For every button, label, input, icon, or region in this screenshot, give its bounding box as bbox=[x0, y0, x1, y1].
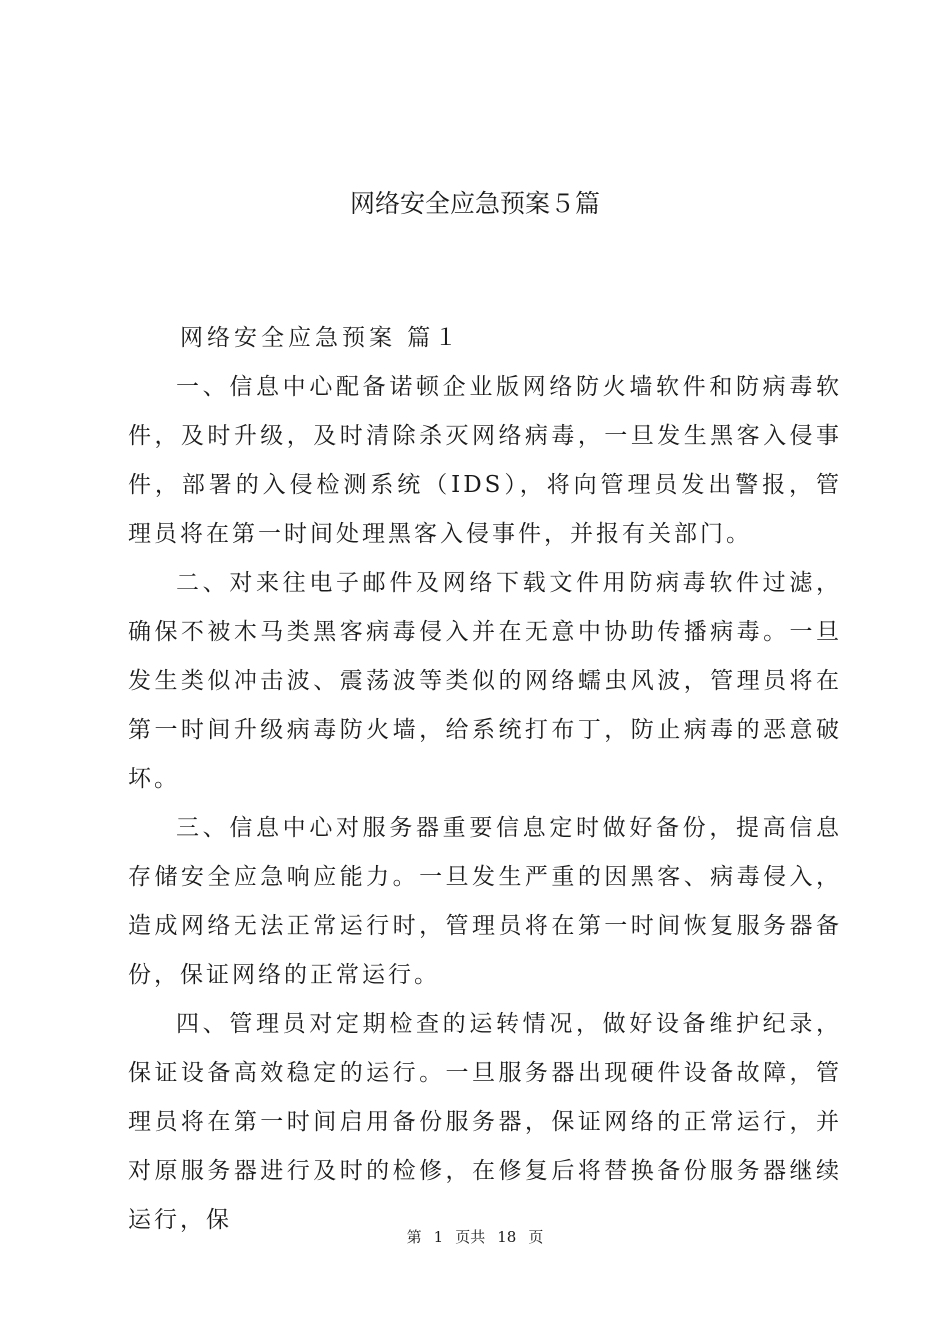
footer-total-pages: 18 bbox=[497, 1228, 517, 1246]
footer-page-number: 1 bbox=[433, 1228, 444, 1246]
footer-middle: 页共 bbox=[455, 1228, 486, 1246]
document-body bbox=[128, 314, 842, 1245]
paragraph-4: 四、管理员对定期检查的运转情况，做好设备维护纪录，保证设备高效稳定的运行。一旦服务器出现硬件设备故障，管理员将在第一时间启用备份服务器，保证网络的正常运行，并对原服务器进行及时的检修，在修复后将替换备份服务器继续运行，保 bbox=[128, 1011, 842, 1233]
section-heading: 网络安全应急预案 篇１ bbox=[180, 325, 462, 351]
footer-prefix: 第 bbox=[406, 1228, 422, 1246]
page-footer bbox=[0, 1226, 950, 1248]
footer-suffix: 页 bbox=[528, 1228, 544, 1246]
paragraph-1: 一、信息中心配备诺顿企业版网络防火墙软件和防病毒软件，及时升级，及时清除杀灭网络病毒，一旦发生黑客入侵事件，部署的入侵检测系统（IDS），将向管理员发出警报，管理员将在第一时间处理黑客入侵事件，并报有关部门。 bbox=[128, 374, 842, 547]
paragraph-3: 三、信息中心对服务器重要信息定时做好备份，提高信息存储安全应急响应能力。一旦发生严重的因黑客、病毒侵入，造成网络无法正常运行时，管理员将在第一时间恢复服务器备份，保证网络的正常运行。 bbox=[128, 815, 842, 988]
document-title: 网络安全应急预案５篇 bbox=[349, 189, 600, 218]
paragraph-2: 二、对来往电子邮件及网络下载文件用防病毒软件过滤，确保不被木马类黑客病毒侵入并在无意中协助传播病毒。一旦发生类似冲击波、震荡波等类似的网络蠕虫风波，管理员将在第一时间升级病毒防火墙，给系统打布丁，防止病毒的恶意破坏。 bbox=[128, 570, 842, 792]
